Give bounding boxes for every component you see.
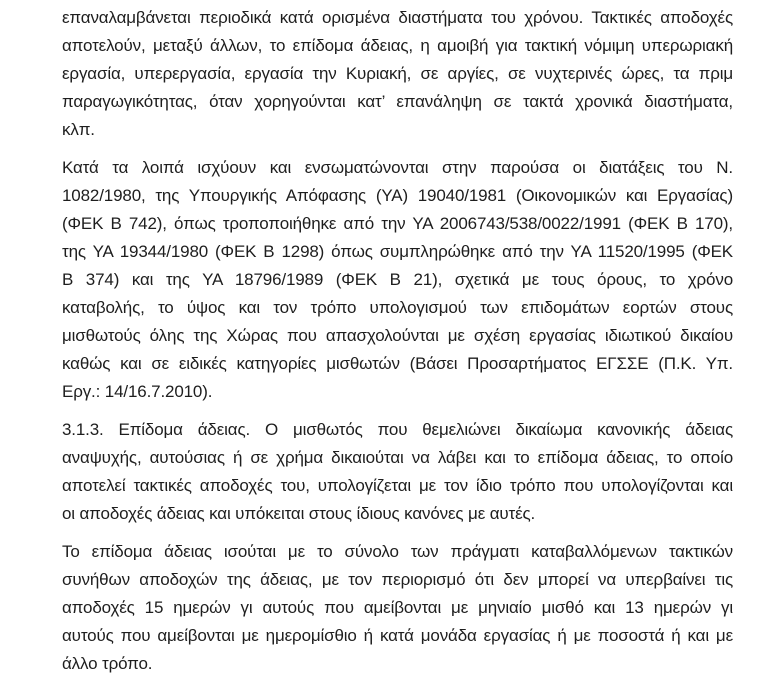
text-line: Β 374) και της ΥΑ 18796/1989 (ΦΕΚ Β 21), σχετικά με τους όρους, το χρόνο [62,270,733,289]
text-line: Το επίδομα άδειας ισούται με το σύνολο των πράγματι καταβαλλόμενων τακτικών [62,542,733,561]
paragraph-section-3-1-3 [62,416,733,528]
text-line: Κατά τα λοιπά ισχύουν και ενσωματώνονται στην παρούσα οι διατάξεις του Ν. [62,158,733,177]
text-line: της ΥΑ 19344/1980 (ΦΕΚ Β 1298) όπως συμπληρώθηκε από την ΥΑ 11520/1995 (ΦΕΚ [62,242,733,261]
paragraph-leave-allowance-amount [62,538,733,678]
text-line: αποτελούν, μεταξύ άλλων, το επίδομα άδειας, η αμοιβή για τακτική νόμιμη υπερωριακή [62,36,733,55]
text-line: αυτούς που αμείβονται με ημερομίσθιο ή κατά μονάδα εργασίας ή με ποσοστά ή και με [62,626,733,645]
paragraph-regular-earnings [62,4,733,144]
text-line: (ΦΕΚ Β 742), όπως τροποποιήθηκε από την ΥΑ 2006743/538/0022/1991 (ΦΕΚ Β 170), [62,214,733,233]
text-line: μισθωτούς όλης της Χώρας που απασχολούνται με σχέση εργασίας ιδιωτικού δικαίου [62,326,733,345]
text-line: αποτελεί τακτικές αποδοχές του, υπολογίζεται με τον ίδιο τρόπο που υπολογίζονται και [62,476,733,495]
text-line: καθώς και σε ειδικές κατηγορίες μισθωτών (Βάσει Προσαρτήματος ΕΓΣΣΕ (Π.Κ. Υπ. [62,354,733,373]
text-line: παραγωγικότητας, όταν χορηγούνται κατ’ επανάληψη σε τακτά χρονικά διαστήματα, [62,92,733,111]
text-line: Εργ.: 14/16.7.2010). [62,382,213,401]
text-line: οι αποδοχές άδειας και υπόκειται στους ίδιους κανόνες με αυτές. [62,504,536,523]
text-line: αποδοχές 15 ημερών γι αυτούς που αμείβονται με μηνιαίο μισθό και 13 ημερών γι [62,598,733,617]
text-line: άλλο τρόπο. [62,654,153,673]
text-line: επαναλαμβάνεται περιοδικά κατά ορισμένα διαστήματα του χρόνου. Τακτικές αποδοχές [62,8,733,27]
paragraph-legal-provisions [62,154,733,406]
text-line: εργασία, υπερεργασία, εργασία την Κυριακή, σε αργίες, σε νυχτερινές ώρες, τα πριμ [62,64,733,83]
text-line: καταβολής, το ύψος και τον τρόπο υπολογισμού των επιδομάτων εορτών στους [62,298,733,317]
text-line: συνήθων αποδοχών της άδειας, με τον περιορισμό ότι δεν μπορεί να υπερβαίνει τις [62,570,733,589]
text-line: αναψυχής, αυτούσιας ή σε χρήμα δικαιούται να λάβει και το επίδομα άδειας, το οποίο [62,448,733,467]
text-line: 1082/1980, της Υπουργικής Απόφασης (ΥΑ) 19040/1981 (Οικονομικών και Εργασίας) [62,186,733,205]
text-line: 3.1.3. Επίδομα άδειας. Ο μισθωτός που θεμελιώνει δικαίωμα κανονικής άδειας [62,420,733,439]
text-line: κλπ. [62,120,95,139]
